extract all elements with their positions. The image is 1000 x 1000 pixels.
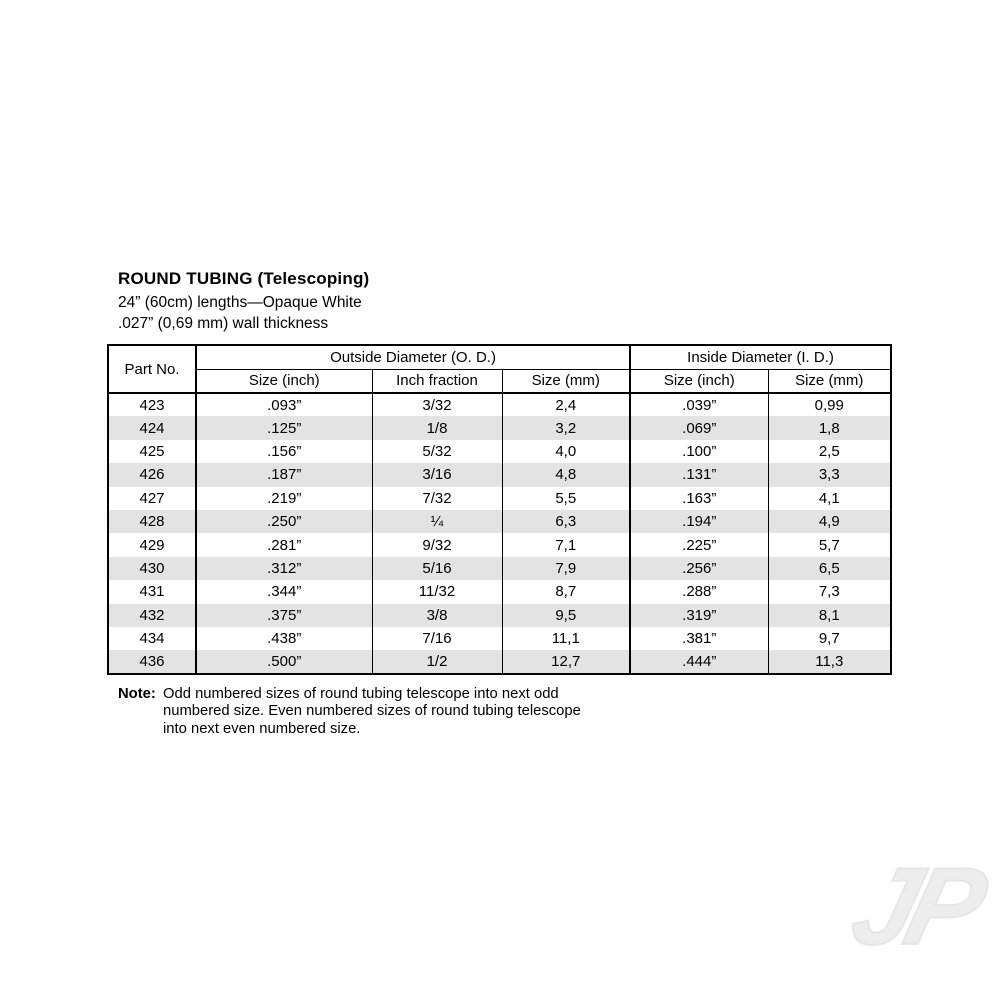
table-row: [108, 510, 891, 533]
cell-id-size-mm: 0,99: [814, 396, 844, 414]
cell-od-size-mm: 9,5: [502, 604, 630, 627]
tubing-spec-table: [107, 344, 892, 675]
table-row: [108, 650, 891, 673]
cell-id-size-inch: .100”: [630, 440, 768, 463]
cell-od-size-inch: .312”: [196, 557, 372, 580]
cell-od-size-mm: 11,1: [502, 627, 630, 650]
cell-od-inch-fraction: 7/16: [372, 627, 502, 650]
cell-od-inch-fraction: 7/32: [372, 487, 502, 510]
cell-id-size-mm: 4,1: [818, 489, 840, 507]
cell-od-inch-fraction: 3/16: [372, 463, 502, 486]
cell-part-no: 425: [108, 440, 196, 463]
cell-part-no: 428: [108, 510, 196, 533]
cell-id-size-inch: .381”: [630, 627, 768, 650]
table-row: [108, 416, 891, 439]
cell-od-size-inch: .187”: [196, 463, 372, 486]
cell-part-no: 426: [108, 463, 196, 486]
column-header-od-size-mm: Size (mm): [502, 369, 630, 393]
cell-id-size-inch: .039”: [630, 393, 768, 416]
cell-part-no: 424: [108, 416, 196, 439]
cell-od-size-mm: 12,7: [502, 650, 630, 673]
cell-id-size-mm: 11,3: [815, 652, 844, 670]
cell-id-size-inch: .288”: [630, 580, 768, 603]
jp-logo-watermark: JP: [840, 845, 991, 968]
cell-id-size-mm: 3,3: [818, 466, 840, 484]
column-header-id-size-inch: Size (inch): [630, 369, 768, 393]
cell-od-inch-fraction: 9/32: [372, 533, 502, 556]
column-header-id-size-mm: Size (mm): [768, 369, 891, 393]
cell-od-size-inch: .219”: [196, 487, 372, 510]
cell-od-inch-fraction: 3/8: [372, 604, 502, 627]
cell-part-no: 427: [108, 487, 196, 510]
cell-od-inch-fraction: 1/8: [372, 416, 502, 439]
cell-od-size-mm: 7,1: [502, 533, 630, 556]
table-row: [108, 487, 891, 510]
cell-od-size-inch: .438”: [196, 627, 372, 650]
cell-id-size-mm: 1,8: [818, 419, 840, 437]
cell-part-no: 423: [108, 393, 196, 416]
cell-id-size-mm: 7,3: [818, 583, 840, 601]
note-line: numbered size. Even numbered sizes of round tubing telescope: [163, 703, 581, 720]
cell-id-size-mm: 6,5: [818, 559, 840, 577]
subtitle-wall-thickness: .027” (0,69 mm) wall thickness: [118, 315, 329, 332]
cell-od-size-inch: .375”: [196, 604, 372, 627]
column-group-inside-diameter: Inside Diameter (I. D.): [630, 345, 891, 369]
title-block: [118, 269, 369, 334]
cell-id-size-mm: 9,7: [818, 630, 840, 648]
cell-od-size-inch: .250”: [196, 510, 372, 533]
cell-id-size-mm: 4,9: [818, 513, 840, 531]
cell-od-size-inch: .344”: [196, 580, 372, 603]
column-header-od-inch-fraction: Inch fraction: [372, 369, 502, 393]
cell-od-size-mm: 6,3: [502, 510, 630, 533]
cell-od-size-mm: 7,9: [502, 557, 630, 580]
cell-od-inch-fraction: ¼: [372, 510, 502, 533]
cell-id-size-mm: 5,7: [818, 536, 840, 554]
cell-id-size-inch: .256”: [630, 557, 768, 580]
note-line: into next even numbered size.: [163, 720, 361, 737]
cell-od-size-inch: .281”: [196, 533, 372, 556]
note-text: [163, 686, 581, 738]
column-header-od-size-inch: Size (inch): [196, 369, 372, 393]
cell-part-no: 436: [108, 650, 196, 673]
cell-part-no: 430: [108, 557, 196, 580]
cell-od-size-mm: 2,4: [502, 393, 630, 416]
cell-id-size-mm: 8,1: [818, 606, 840, 624]
table-row: [108, 440, 891, 463]
cell-id-size-inch: .319”: [630, 604, 768, 627]
cell-id-size-inch: .444”: [630, 650, 768, 673]
cell-od-size-mm: 4,8: [502, 463, 630, 486]
table-row: [108, 627, 891, 650]
cell-od-inch-fraction: 3/32: [372, 393, 502, 416]
cell-id-size-inch: .069”: [630, 416, 768, 439]
table-sub-header-row: [108, 369, 891, 393]
cell-od-size-inch: .156”: [196, 440, 372, 463]
table-row: [108, 533, 891, 556]
cell-id-size-inch: .131”: [630, 463, 768, 486]
tubing-table-body: [108, 393, 891, 674]
cell-part-no: 429: [108, 533, 196, 556]
cell-id-size-inch: .225”: [630, 533, 768, 556]
cell-od-size-mm: 4,0: [502, 440, 630, 463]
cell-od-inch-fraction: 1/2: [372, 650, 502, 673]
cell-od-inch-fraction: 11/32: [372, 580, 502, 603]
subtitle-lengths: 24” (60cm) lengths—Opaque White: [118, 294, 362, 311]
cell-part-no: 431: [108, 580, 196, 603]
note-line: Odd numbered sizes of round tubing telescope into next odd: [163, 686, 559, 702]
table-row: [108, 557, 891, 580]
table-group-header-row: [108, 345, 891, 369]
table-row: [108, 463, 891, 486]
cell-od-size-inch: .093”: [196, 393, 372, 416]
page-title: ROUND TUBING (Telescoping): [118, 269, 370, 288]
cell-od-inch-fraction: 5/32: [372, 440, 502, 463]
table-row: [108, 393, 891, 416]
cell-part-no: 432: [108, 604, 196, 627]
cell-od-size-inch: .125”: [196, 416, 372, 439]
cell-od-inch-fraction: 5/16: [372, 557, 502, 580]
cell-id-size-inch: .163”: [630, 487, 768, 510]
column-group-outside-diameter: Outside Diameter (O. D.): [196, 345, 630, 369]
cell-od-size-mm: 8,7: [502, 580, 630, 603]
note-block: [118, 686, 581, 738]
cell-od-size-inch: .500”: [196, 650, 372, 673]
column-header-part-no: Part No.: [108, 345, 196, 393]
cell-od-size-mm: 3,2: [502, 416, 630, 439]
cell-id-size-inch: .194”: [630, 510, 768, 533]
table-row: [108, 580, 891, 603]
cell-id-size-mm: 2,5: [818, 442, 840, 460]
note-label: Note:: [118, 686, 156, 702]
cell-part-no: 434: [108, 627, 196, 650]
cell-od-size-mm: 5,5: [502, 487, 630, 510]
table-row: [108, 604, 891, 627]
